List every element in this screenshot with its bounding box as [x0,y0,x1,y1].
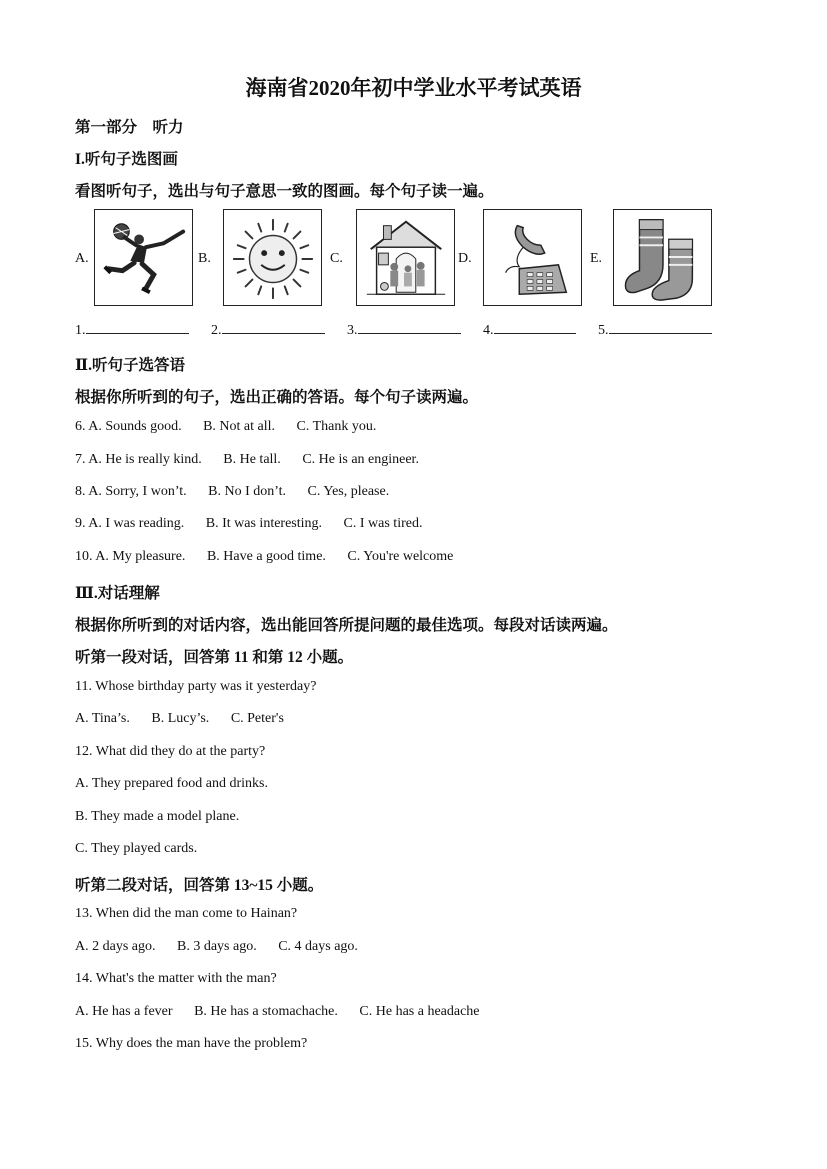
question-13-options [75,939,358,955]
question-10 [75,549,453,565]
option-b[interactable]: B. Not at all. [203,419,276,434]
option-a[interactable]: A. I was reading. [88,516,185,531]
option-b[interactable]: B. 3 days ago. [177,939,257,954]
blank-number: 2. [211,323,222,338]
question-number: 9. [75,516,86,531]
option-a[interactable]: A. Sounds good. [88,419,182,434]
question-number: 10. [75,549,93,564]
option-a[interactable]: A. My pleasure. [95,549,186,564]
blank-number: 4. [483,323,494,338]
question-13: 13. When did the man come to Hainan? [75,906,298,921]
option-c[interactable]: C. He is an engineer. [302,452,419,467]
page-title: 海南省2020年初中学业水平考试英语 [245,76,582,100]
answer-blank-4[interactable] [483,321,576,339]
picture-c[interactable] [356,209,455,306]
sun-icon [224,210,321,305]
dialog2-heading: 听第二段对话，回答第 13~15 小题。 [75,877,324,894]
option-b[interactable]: B. It was interesting. [205,516,323,531]
dialog1-heading: 听第一段对话，回答第 11 和第 12 小题。 [75,649,354,666]
family-house-icon [357,210,454,305]
blank-line [86,321,189,334]
section3-heading: Ⅲ.对话理解 [75,585,160,602]
question-11: 11. Whose birthday party was it yesterday? [75,679,317,694]
option-b[interactable]: B. No I don’t. [208,484,287,499]
option-b[interactable]: B. Lucy’s. [151,711,210,726]
question-7 [75,452,419,468]
blank-line [494,321,576,334]
option-b[interactable]: B. He has a stomachache. [194,1004,338,1019]
option-b[interactable]: B. He tall. [223,452,281,467]
question-15: 15. Why does the man have the problem? [75,1036,308,1051]
basketball-player-icon [95,210,192,305]
part-heading: 第一部分 听力 [75,119,184,136]
option-a[interactable]: A. He has a fever [75,1004,173,1019]
option-c[interactable]: C. Thank you. [296,419,377,434]
answer-blank-1[interactable] [75,321,189,339]
question-12-option-a[interactable]: A. They prepared food and drinks. [75,776,268,791]
section1-heading: I.听句子选图画 [75,151,178,168]
blank-number: 3. [347,323,358,338]
blank-line [358,321,461,334]
question-number: 7. [75,452,86,467]
option-a[interactable]: A. 2 days ago. [75,939,156,954]
option-c[interactable]: C. Peter's [230,711,284,726]
question-number: 6. [75,419,86,434]
telephone-icon [484,210,581,305]
option-c[interactable]: C. I was tired. [343,516,423,531]
option-label-b: B. [198,251,211,266]
question-12-option-b[interactable]: B. They made a model plane. [75,809,240,824]
picture-e[interactable] [613,209,712,306]
question-11-options [75,711,284,727]
option-label-e: E. [590,251,603,266]
section3-instruction: 根据你所听到的对话内容，选出能回答所提问题的最佳选项。每段对话读两遍。 [75,617,618,634]
question-6 [75,419,376,435]
section1-instruction: 看图听句子，选出与句子意思一致的图画。每个句子读一遍。 [75,183,494,200]
blank-number: 5. [598,323,609,338]
option-a[interactable]: A. Tina’s. [75,711,130,726]
picture-a[interactable] [94,209,193,306]
section2-heading: Ⅱ.听句子选答语 [75,357,185,374]
picture-d[interactable] [483,209,582,306]
question-12-option-c[interactable]: C. They played cards. [75,841,198,856]
question-14: 14. What's the matter with the man? [75,971,277,986]
picture-b[interactable] [223,209,322,306]
option-label-a: A. [75,251,89,266]
question-number: 8. [75,484,86,499]
option-c[interactable]: C. You're welcome [347,549,454,564]
question-9 [75,516,422,532]
option-label-c: C. [330,251,343,266]
option-a[interactable]: A. He is really kind. [88,452,202,467]
option-c[interactable]: C. Yes, please. [307,484,390,499]
blank-number: 1. [75,323,86,338]
question-12: 12. What did they do at the party? [75,744,266,759]
option-label-d: D. [458,251,472,266]
question-14-options [75,1004,480,1020]
answer-blank-3[interactable] [347,321,461,339]
option-c[interactable]: C. He has a headache [359,1004,480,1019]
option-b[interactable]: B. Have a good time. [206,549,326,564]
blank-line [609,321,712,334]
option-c[interactable]: C. 4 days ago. [278,939,358,954]
question-8 [75,484,389,500]
socks-icon [614,210,711,305]
answer-blank-2[interactable] [211,321,325,339]
section2-instruction: 根据你所听到的句子，选出正确的答语。每个句子读两遍。 [75,389,479,406]
blank-line [222,321,325,334]
option-a[interactable]: A. Sorry, I won’t. [88,484,187,499]
answer-blank-5[interactable] [598,321,712,339]
